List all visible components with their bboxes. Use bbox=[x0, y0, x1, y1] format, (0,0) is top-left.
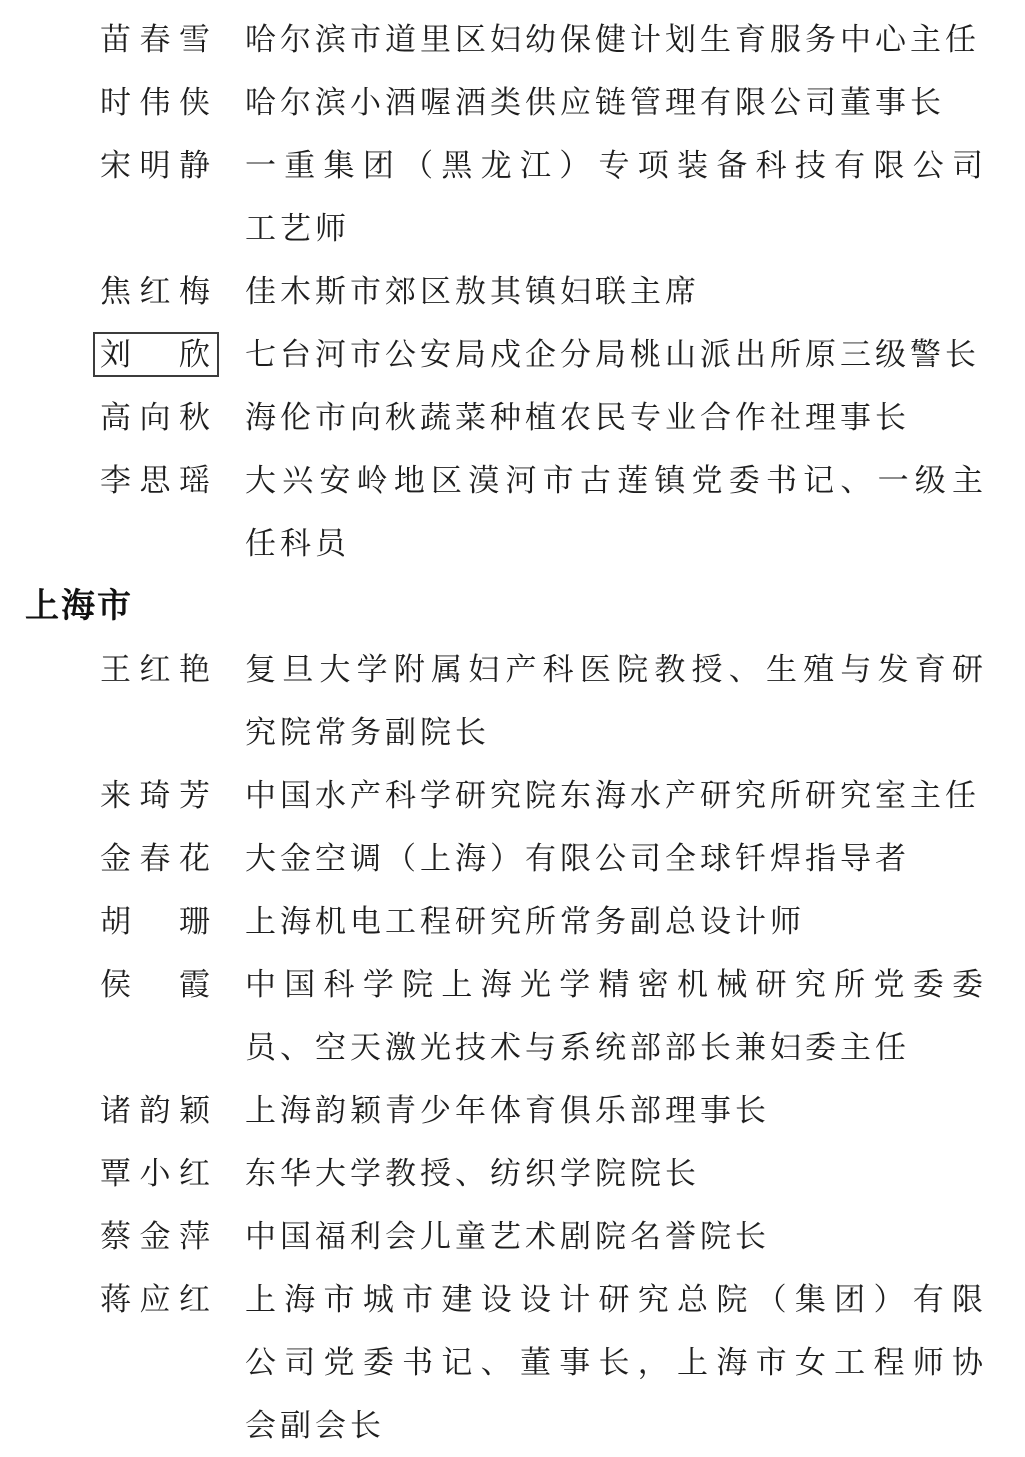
position-line: 中国科学院上海光学精密机械研究所党委委 bbox=[245, 967, 987, 1002]
honoree-position bbox=[245, 1142, 987, 1205]
position-line: 七台河市公安局戍企分局桃山派出所原三级警长 bbox=[245, 337, 980, 372]
honoree-row bbox=[0, 638, 1025, 764]
honoree-row bbox=[0, 1205, 1025, 1268]
honoree-row bbox=[0, 386, 1025, 449]
position-line: 复旦大学附属妇产科医院教授、生殖与发育研 bbox=[245, 652, 987, 687]
honoree-name: 焦红梅 bbox=[100, 274, 210, 309]
position-line: 海伦市向秋蔬菜种植农民专业合作社理事长 bbox=[245, 400, 910, 435]
honoree-position bbox=[245, 890, 987, 953]
honoree-name: 李思瑶 bbox=[100, 463, 210, 498]
honoree-row bbox=[0, 827, 1025, 890]
honoree-row bbox=[0, 1079, 1025, 1142]
honoree-row bbox=[0, 323, 1025, 386]
honoree-position bbox=[245, 134, 987, 260]
honoree-row bbox=[0, 260, 1025, 323]
honoree-position bbox=[245, 8, 987, 71]
honoree-position bbox=[245, 638, 987, 764]
position-line: 会副会长 bbox=[245, 1408, 385, 1443]
honoree-name: 诸韵颖 bbox=[100, 1093, 210, 1128]
honoree-position bbox=[245, 71, 987, 134]
honoree-row bbox=[0, 1142, 1025, 1205]
honoree-name-framed: 刘欣 bbox=[100, 323, 210, 386]
position-line: 大金空调（上海）有限公司全球钎焊指导者 bbox=[245, 841, 910, 876]
honoree-row bbox=[0, 890, 1025, 953]
honoree-row bbox=[0, 764, 1025, 827]
honoree-position bbox=[245, 323, 987, 386]
position-line: 员、空天激光技术与系统部部长兼妇委主任 bbox=[245, 1030, 910, 1065]
honoree-name: 胡珊 bbox=[100, 904, 210, 939]
honoree-row bbox=[0, 1268, 1025, 1457]
honoree-row bbox=[0, 953, 1025, 1079]
honoree-position bbox=[245, 449, 987, 575]
section-header: 上海市 bbox=[25, 587, 133, 625]
honoree-name: 金春花 bbox=[100, 841, 210, 876]
honoree-name: 时伟侠 bbox=[100, 85, 210, 120]
honoree-row bbox=[0, 8, 1025, 71]
position-line: 公司党委书记、董事长，上海市女工程师协 bbox=[245, 1345, 987, 1380]
honoree-name: 宋明静 bbox=[100, 148, 210, 183]
position-line: 大兴安岭地区漠河市古莲镇党委书记、一级主 bbox=[245, 463, 987, 498]
position-line: 一重集团（黑龙江）专项装备科技有限公司 bbox=[245, 148, 987, 183]
honoree-name: 侯霞 bbox=[100, 967, 210, 1002]
position-line: 上海市城市建设设计研究总院（集团）有限 bbox=[245, 1282, 987, 1317]
honoree-name: 来琦芳 bbox=[100, 778, 210, 813]
honoree-position bbox=[245, 1205, 987, 1268]
honoree-position bbox=[245, 260, 987, 323]
honoree-row bbox=[0, 71, 1025, 134]
honoree-name: 高向秋 bbox=[100, 400, 210, 435]
honoree-name: 蔡金萍 bbox=[100, 1219, 210, 1254]
position-line: 佳木斯市郊区敖其镇妇联主席 bbox=[245, 274, 700, 309]
honoree-position bbox=[245, 764, 987, 827]
position-line: 哈尔滨市道里区妇幼保健计划生育服务中心主任 bbox=[245, 22, 980, 57]
honoree-name: 覃小红 bbox=[100, 1156, 210, 1191]
honoree-name: 蒋应红 bbox=[100, 1282, 210, 1317]
honoree-position bbox=[245, 1268, 987, 1457]
position-line: 工艺师 bbox=[245, 211, 350, 246]
honoree-name: 苗春雪 bbox=[100, 22, 210, 57]
honoree-row bbox=[0, 134, 1025, 260]
position-line: 究院常务副院长 bbox=[245, 715, 490, 750]
honoree-position bbox=[245, 1079, 987, 1142]
position-line: 哈尔滨小酒喔酒类供应链管理有限公司董事长 bbox=[245, 85, 945, 120]
honoree-row bbox=[0, 449, 1025, 575]
position-line: 中国水产科学研究院东海水产研究所研究室主任 bbox=[245, 778, 980, 813]
position-line: 任科员 bbox=[245, 526, 350, 561]
honoree-position bbox=[245, 827, 987, 890]
position-line: 东华大学教授、纺织学院院长 bbox=[245, 1156, 700, 1191]
position-line: 中国福利会儿童艺术剧院名誉院长 bbox=[245, 1219, 770, 1254]
honoree-name: 王红艳 bbox=[100, 652, 210, 687]
honoree-position bbox=[245, 386, 987, 449]
position-line: 上海机电工程研究所常务副总设计师 bbox=[245, 904, 805, 939]
honoree-position bbox=[245, 953, 987, 1079]
position-line: 上海韵颖青少年体育俱乐部理事长 bbox=[245, 1093, 770, 1128]
